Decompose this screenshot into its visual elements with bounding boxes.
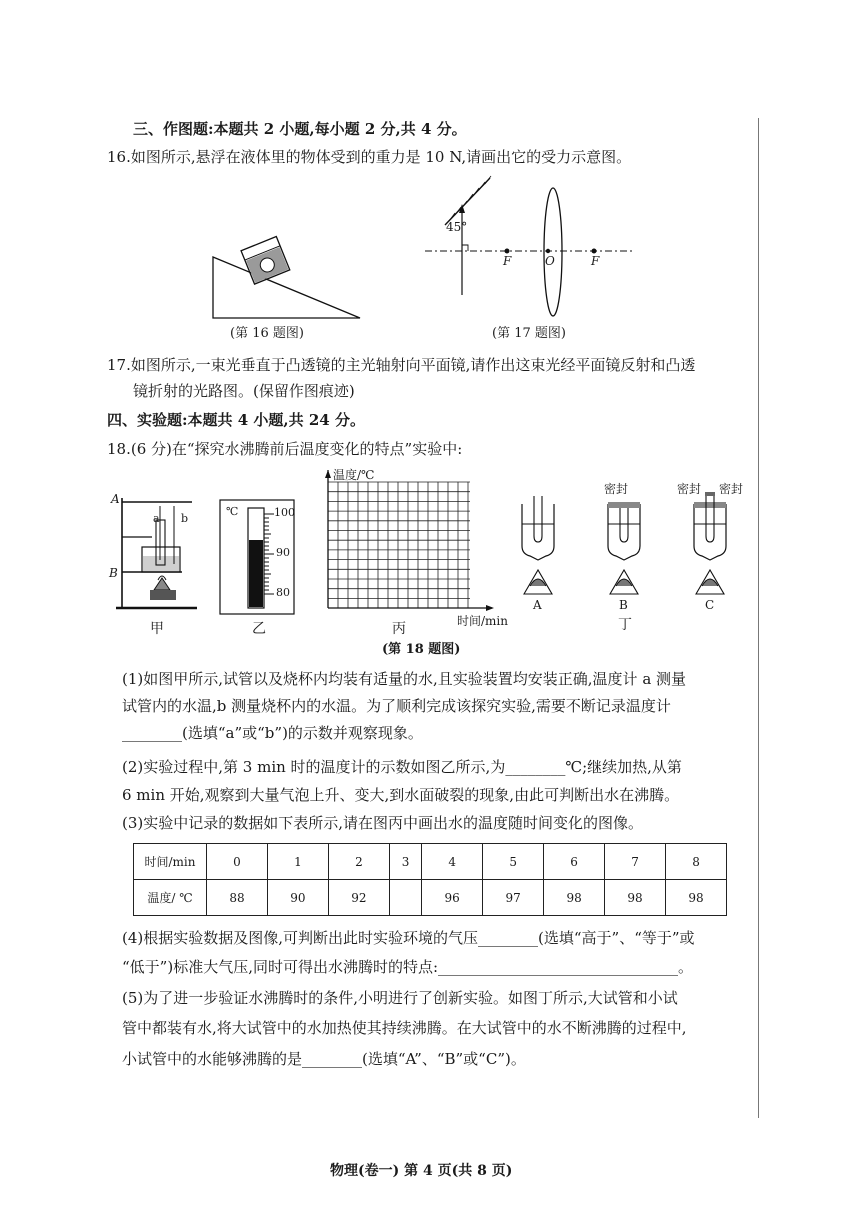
- figure-17-mirror-lens: [425, 170, 635, 320]
- tube-setup-C: [694, 492, 726, 594]
- figure-yi-label: 乙: [252, 621, 266, 637]
- label-B: B: [109, 566, 118, 580]
- table-cell: 97: [483, 880, 544, 916]
- question-17-line-2: 镜折射的光路图。(保留作图痕迹): [133, 382, 355, 400]
- table-cell: 5: [483, 844, 544, 880]
- graph-x-label: 时间/min: [457, 614, 508, 628]
- table-cell: 88: [207, 880, 268, 916]
- seal-label-C1: 密封: [677, 482, 702, 496]
- table-header-cell: 温度/ ℃: [134, 880, 207, 916]
- part-1-line-1: (1)如图甲所示,试管以及烧杯内均装有适量的水,且实验装置均安装正确,温度计 a 测量: [122, 670, 687, 688]
- table-cell: 2: [328, 844, 389, 880]
- table-cell: 8: [666, 844, 727, 880]
- tick-100: 100: [274, 506, 295, 519]
- table-cell: 1: [267, 844, 328, 880]
- figure-16-caption: (第 16 题图): [230, 326, 304, 341]
- graph-y-label: 温度/℃: [333, 468, 375, 482]
- figure-bing-label: 丙: [392, 621, 406, 637]
- figure-16-incline: [205, 215, 365, 325]
- tube-setup-B: [608, 502, 640, 594]
- figure-18-jia-apparatus: [112, 490, 212, 615]
- tube-label-C: C: [705, 598, 715, 612]
- focus-left-label: F: [503, 254, 512, 268]
- table-cell: 96: [422, 880, 483, 916]
- part-3-line-1: (3)实验中记录的数据如下表所示,请在图丙中画出水的温度随时间变化的图像。: [122, 814, 644, 832]
- table-cell: 92: [328, 880, 389, 916]
- part-5-line-1: (5)为了进一步验证水沸腾时的条件,小明进行了创新实验。如图丁所示,大试管和小试: [122, 989, 678, 1007]
- part-1-line-3: ________(选填“a”或“b”)的示数并观察现象。: [122, 724, 423, 742]
- section-3-heading: 三、作图题:本题共 2 小题,每小题 2 分,共 4 分。: [133, 120, 467, 138]
- figure-jia-label: 甲: [150, 621, 164, 637]
- table-cell: 98: [605, 880, 666, 916]
- label-a: a: [153, 512, 160, 525]
- margin-rule: [758, 118, 759, 1118]
- table-row: [134, 880, 727, 916]
- table-cell: [389, 880, 421, 916]
- table-cell: 3: [389, 844, 421, 880]
- table-header-cell: 时间/min: [134, 844, 207, 880]
- table-row: [134, 844, 727, 880]
- thermometer-unit: ℃: [226, 505, 239, 518]
- label-b: b: [181, 512, 189, 525]
- seal-label-B: 密封: [604, 482, 629, 496]
- table-cell: 7: [605, 844, 666, 880]
- seal-label-C2: 密封: [719, 482, 744, 496]
- part-2-line-2: 6 min 开始,观察到大量气泡上升、变大,到水面破裂的现象,由此可判断出水在沸腾。: [122, 786, 680, 804]
- figure-18-bing-grid: [320, 470, 495, 620]
- focus-right-label: F: [591, 254, 600, 268]
- tube-label-A: A: [533, 598, 542, 612]
- question-18-intro: 18.(6 分)在“探究水沸腾前后温度变化的特点”实验中:: [107, 440, 463, 458]
- center-label: O: [545, 254, 555, 268]
- part-5-line-3: 小试管中的水能够沸腾的是________(选填“A”、“B”或“C”)。: [122, 1050, 526, 1068]
- figure-17-caption: (第 17 题图): [492, 326, 566, 341]
- table-cell: 98: [666, 880, 727, 916]
- part-2-line-1: (2)实验过程中,第 3 min 时的温度计的示数如图乙所示,为________℃;继续加热,从第: [122, 758, 682, 776]
- tick-90: 90: [276, 546, 290, 559]
- table-cell: 0: [207, 844, 268, 880]
- table-cell: 4: [422, 844, 483, 880]
- question-17-line-1: 17.如图所示,一束光垂直于凸透镜的主光轴射向平面镜,请作出这束光经平面镜反射和凸透: [107, 356, 696, 374]
- tube-label-B: B: [619, 598, 628, 612]
- tube-setup-A: [522, 496, 554, 594]
- section-4-heading: 四、实验题:本题共 4 小题,共 24 分。: [107, 411, 365, 429]
- part-5-line-2: 管中都装有水,将大试管中的水加热使其持续沸腾。在大试管中的水不断沸腾的过程中,: [122, 1019, 687, 1037]
- part-4-line-1: (4)根据实验数据及图像,可判断出此时实验环境的气压________(选填“高于”、“等于”或: [122, 929, 695, 947]
- table-cell: 90: [267, 880, 328, 916]
- question-16: 16.如图所示,悬浮在液体里的物体受到的重力是 10 N,请画出它的受力示意图。: [107, 148, 632, 166]
- figure-ding-label: 丁: [618, 617, 632, 633]
- part-4-line-2: “低于”)标准大气压,同时可得出水沸腾时的特点:________________________________。: [122, 958, 694, 976]
- table-cell: 98: [544, 880, 605, 916]
- figure-18-ding-tubes: [508, 490, 753, 605]
- tick-80: 80: [276, 586, 290, 599]
- angle-label: 45°: [446, 220, 468, 234]
- table-cell: 6: [544, 844, 605, 880]
- figure-18-caption: (第 18 题图): [382, 642, 461, 657]
- data-table: [133, 843, 727, 916]
- part-1-line-2: 试管内的水温,b 测量烧杯内的水温。为了顺利完成该探究实验,需要不断记录温度计: [122, 697, 671, 715]
- page-footer: 物理(卷一) 第 4 页(共 8 页): [330, 1163, 513, 1179]
- label-A: A: [111, 492, 120, 506]
